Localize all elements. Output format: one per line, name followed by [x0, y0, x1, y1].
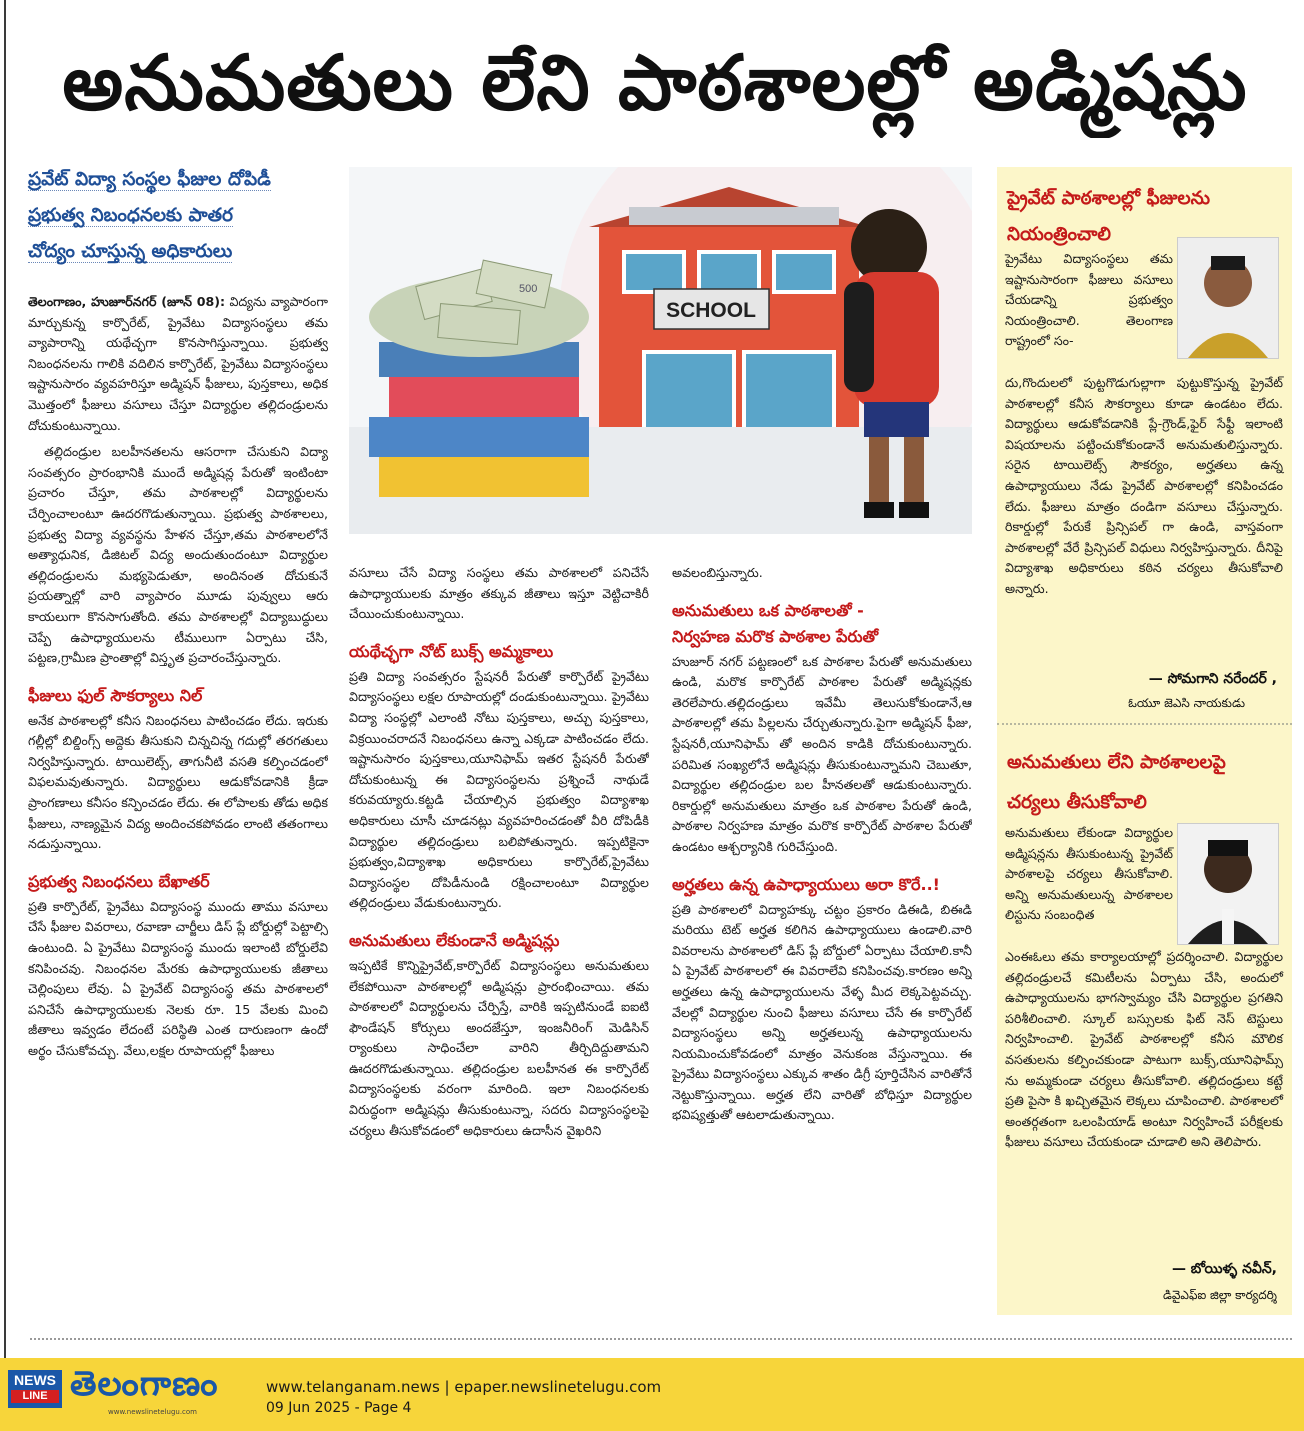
sidebar-1-signature: — సోమగాని నరేందర్ ,: [1148, 671, 1277, 687]
dateline: తెలంగాణం, హుజూర్‌నగర్ (జూన్ 08):: [28, 294, 226, 309]
subhead-qualified-teachers: అర్హతలు ఉన్న ఉపాధ్యాయులు అరా కొరే..!: [672, 874, 940, 894]
col3-paragraph-2: హుజూర్ నగర్ పట్టణంలో ఒక పాఠశాల పేరుతో అనుమతులు ఉండి, మరొక కార్పొరేట్ పాఠశాల పేరుతో అడ్మిషన్లకు తెరలేపారు.తల్లిదండ్రులు ఇవేమీ తెలుసుకోకుండానే,ఆ పాఠశాలల్లో తమ పిల్లలను చేర్చుతున్నారు.పైగా అడ్మిషన్ ఫీజు, స్టేషనరీ,యూనిఫామ్ తో అందిన కాడికి దోచుకుంటున్నారు. పరిమిత సంఖ్యలోనే అడ్మిషన్లు తీసుకుంటున్నామని చెబుతూ, విద్యార్థుల తల్లిదండ్రుల బల హీనతలతో ఆడుకుంటున్నారు. రికార్డుల్లో అనుమతులు మాత్రం ఒక పాఠశాల పేరుతో ఉండి, పాఠశాల నిర్వహణ మాత్రం మరొక కార్పొరేట్ పాఠశాల పేరుతో ఉండటం ఆశ్చర్యానికి గురిచేస్తుంది.: [672, 653, 972, 854]
portrait-somagani-narender: [1177, 237, 1279, 359]
article-column-3: [672, 563, 972, 1333]
footer-date-page: 09 Jun 2025 - Page 4: [266, 1400, 412, 1416]
newsline-logo-bottom: LINE: [11, 1390, 59, 1403]
opinion-sidebar: [997, 167, 1292, 1315]
sidebar-2-heading-1: అనుమతులు లేని పాఠశాలలపై: [1007, 752, 1226, 773]
col2-paragraph-3: ఇప్పటికే కొన్నిప్రైవేట్,కార్పొరేట్ విద్యాసంస్థలు అనుమతులు లేకపోయినా పాఠశాలల్లో అడ్మిషన్లు ప్రారంభించాయి. తమ పాఠశాలలో విద్యార్థులను చేర్పిస్తే, వారికి ఇప్పటినుండే ఐఐటి ఫౌండేషన్ కోర్సులు అందజేస్తూ, ఇంజనీరింగ్ మెడిసిన్ ర్యాంకులు సాధించేలా వారిని తీర్చిదిద్దుతామని ఊదరగొడుతున్నాయి. తల్లిదండ్రుల బలహీనత ఈ కార్పొరేట్ విద్యాసంస్థలకు వరంగా మారింది. ఇలా నిబంధనలకు విరుద్ధంగా అడ్మిషన్లు తీసుకుంటున్నా, సదరు విద్యాసంస్థలపై చర్యలు తీసుకోవడంలో అధికారులు ఉదాసీన వైఖరిని: [349, 957, 649, 1138]
subhead-management-other-school: నిర్వహణ మరొక పాఠశాల పేరుతో: [672, 626, 879, 646]
sidebar-2-signature: — బోయిళ్ళ నవీన్,: [1171, 1261, 1277, 1277]
sidebar-1-designation: ఓయూ జెఎసి నాయకుడు: [1128, 696, 1245, 710]
article-deck: [28, 162, 328, 270]
col1-paragraph-4: ప్రతి కార్పొరేట్, ప్రైవేటు విద్యాసంస్థ ముందు తాము వసూలు చేసే ఫీజుల వివరాలు, రవాణా చార్జీలు డిస్ ప్లే బోర్డుల్లో పెట్టాల్సి ఉంటుంది. ఏ ప్రైవేటు విద్యాసంస్థ ముందు ఇలాంటి బోర్డులేవి కనిపించవు. నిబంధనల మేరకు ఉపాధ్యాయులకు జీతాలు చెల్లింపులు లేవు. ఏ ప్రైవేట్ విద్యాసంస్థ తమ పాఠశాలలో పనిచేసే ఉపాధ్యాయులకు నెలకు రూ. 15 వేలకు మించి జీతాలు ఇవ్వడం లేదంటే పరిస్థితి ఎంత దారుణంగా ఉందో అర్థం చేసుకోవచ్చు. వేలు,లక్షల రూపాయల్లో ఫీజులు: [28, 898, 328, 1058]
sidebar-1-text-top: ప్రైవేటు విద్యాసంస్థలు తమ ఇష్టానుసారంగా ఫీజులు వసూలు చేయడాన్ని ప్రభుత్వం నియంత్రించాలి. తెలంగాణ రాష్ట్రంలో సం-: [1005, 251, 1173, 349]
col2-paragraph-1: వసూలు చేసే విద్యా సంస్థలు తమ పాఠశాలలో పనిచేసే ఉపాధ్యాయులకు మాత్రం తక్కువ జీతాలు ఇస్తూ వెట్టిచాకిరీ చేయించుకుంటున్నాయి.: [349, 565, 649, 622]
col2-paragraph-2: ప్రతి విద్యా సంవత్సరం స్టేషనరీ పేరుతో కార్పొరేట్ ప్రైవేటు విద్యాసంస్థలు లక్షల రూపాయల్లో దండుకుంటున్నాయి. ప్రైవేటు విద్యా సంస్థల్లో ఎలాంటి నోటు పుస్తకాలు, అచ్చు పుస్తకాలు, విక్రయించరాదనే నిబంధనలు ఉన్నా ఎక్కడా పాటించడం లేదు. ఇష్టానుసారం పుస్తకాలు,యూనిఫామ్ ఇతర స్టేషనరీ పేరుతో దోచుకుంటున్న ఈ విద్యాసంస్థలను ప్రశ్నించే నాథుడే కరువయ్యారు.కట్టడి చేయాల్సిన ప్రభుత్వం విద్యాశాఖ అధికారులు చూసీ చూడనట్లు వ్యవహరించడంతో వీరి దోపిడీకి విద్యార్థుల తల్లిదండ్రులు బలిపోతున్నారు. ఇప్పటికైనా ప్రభుత్వం,విద్యాశాఖ అధికారులు కార్పొరేట్,ప్రైవేటు విద్యాసంస్థల దోపిడీనుండి రక్షించాలంటూ విద్యార్థుల తల్లిదండ్రులు వేడుకుంటున్నారు.: [349, 668, 649, 911]
currency-note-label: 500: [519, 283, 538, 295]
sidebar-1-text: దు,గొందులలో పుట్టగొడుగుల్లాగా పుట్టుకొస్తున్న ప్రైవేట్ పాఠశాలల్లో కనీస సౌకర్యాలు కూడా ఉండటం లేదు. విద్యార్థులు ఆడుకోవడానికి ప్లే-గ్రౌండ్,ఫైర్ సేఫ్టీ ఇలాంటి విషయాలను పట్టించుకోకుండానే అనుమతులిస్తున్నారు. సరైన టాయిలెట్స్ సౌకర్యం, అర్హతలు ఉన్న ఉపాధ్యాయులు నేడు ప్రైవేట్ పాఠశాలల్లో కనిపించడం లేదు. ఫీజులు మాత్రం దండిగా వసూలు చేస్తున్నారు. రికార్డుల్లో పేరుకే ప్రిన్సిపల్ గా ఉండి, వాస్తవంగా పాఠశాలల్లో వేరే ప్రిన్సిపల్ విధులు నిర్వహిస్తున్నారు. దీనిపై విద్యాశాఖ అధికారులు కఠిన చర్యలు తీసుకోవాలి అన్నారు.: [1005, 375, 1283, 596]
sidebar-divider: [997, 723, 1292, 725]
article-column-2: [349, 563, 649, 1333]
col3-paragraph-3: ప్రతి పాఠశాలలో విద్యాహక్కు చట్టం ప్రకారం డిఈడి, బిఈడి మరియు టెట్ అర్హత కలిగిన ఉపాధ్యాయులు ఉండాలి.వారి వివరాలను పాఠశాలలో డిస్ ప్లే బోర్డులో ఏర్పాటు చేయాలి.కానీ ఏ ప్రైవేట్ పాఠశాలలో ఈ వివరాలేవి కనిపించవు.కారణం అన్ని అర్హతలు ఉన్న ఉపాధ్యాయులను వేళ్ళ మీద లెక్కపెట్టవచ్చు. వేలల్లో విద్యార్థుల నుంచి ఫీజులు వసూలు చేసే ఈ కార్పొరేట్ విద్యాసంస్థలు అన్ని అర్హతలున్న ఉపాధ్యాయులను నియమించుకోవడంలో మాత్రం వెనుకంజ వేస్తున్నాయి. ఈ ప్రైవేటు విద్యాసంస్థలు ఎక్కువ శాతం డిగ్రీ పూర్తిచేసిన వారితోనే నెట్టుకొస్తున్నాయి. అర్హత లేని వారితో బోధిస్తూ విద్యార్థుల భవిష్యత్తుతో ఆటలాడుతున్నాయి.: [672, 901, 972, 1123]
sidebar-1-heading-2: నియంత్రించాలి: [1007, 224, 1111, 245]
school-sign: SCHOOL: [666, 299, 756, 322]
subhead-govt-rules: ప్రభుత్వ నిబంధనలు బేఖాతర్: [28, 871, 210, 891]
subhead-fees-full: ఫీజులు ఫుల్ సౌకర్యాలు నిల్: [28, 685, 203, 705]
col3-paragraph-1: అవలంబిస్తున్నారు.: [672, 565, 763, 580]
col1-paragraph-2: తల్లిదండ్రుల బలహీనతలను ఆసరాగా చేసుకుని విద్యా సంవత్సరం ప్రారంభానికి ముందే అడ్మిషన్ల పేరుతో ఇంటింటా ప్రచారం చేస్తూ, తమ పాఠశాలల్లో విద్యార్థులను చేర్పించాలంటూ ఊదరగొడుతున్నాయి. ప్రభుత్వ పాఠశాలలు, ప్రభుత్వ విద్యా వ్యవస్థను హేళన చేస్తూ,తమ పాఠశాలలోనే అత్యాధునిక, డిజిటల్ విద్య అందుతుందంటూ విద్యార్థుల తల్లిదండ్రులను మభ్యపెడుతూ, అందినంత దోచుకునే ప్రయత్నాల్లో వారి వ్యాపారం మూడు పువ్వులు ఆరు కాయలుగా కొనసాగుతోంది. తమ పాఠశాలల్లో విద్యాబుద్ధులు చెప్పే ఉపాధ్యాయులను టీములుగా ఏర్పాటు చేసి, పట్టణ,గ్రామీణ ప్రాంతాల్లో విస్తృత ప్రచారంచేస్తున్నారు.: [28, 444, 328, 666]
logo-website: www.newslinetelugu.com: [108, 1408, 197, 1416]
subhead-notebook-sales: యథేచ్ఛగా నోట్ బుక్స్ అమ్మకాలు: [349, 641, 554, 661]
col1-paragraph-1: విద్యను వ్యాపారంగా మార్చుకున్న కార్పొరేట్, ప్రైవేటు విద్యాసంస్థలు తమ వ్యాపారాన్ని యథేచ్ఛగా కొనసాగిస్తున్నాయి. ప్రభుత్వ నిబంధనలను గాలికి వదిలిన కార్పొరేట్, ప్రైవేటు విద్యాసంస్థలు ఇష్టానుసారం వ్యవహరిస్తూ అడ్మిషన్ ఫీజులు, పుస్తకాలు, అధిక మొత్తంలో ఫీజులు వసూలు చేస్తూ విద్యార్థుల తల్లిదండ్రులను దోచుకుంటున్నాయి.: [28, 294, 328, 433]
sidebar-2-text-top: అనుమతులు లేకుండా విద్యార్థుల అడ్మిషన్లను తీసుకుంటున్న ప్రైవేట్ పాఠశాలపై చర్యలు తీసుకోవాలి. అన్ని అనుమతులున్న పాఠశాలల లిస్టును సంబంధిత: [1005, 825, 1173, 923]
sidebar-1-heading-1: ప్రైవేట్ పాఠశాలల్లో ఫీజులను: [1007, 188, 1211, 209]
deck-line-3: చోద్యం చూస్తున్న అధికారులు: [28, 241, 233, 262]
footer-bar: [0, 1358, 1304, 1431]
sidebar-2-text: ఎంఈఓలు తమ కార్యాలయాల్లో ప్రదర్శించాలి. విద్యార్థుల తల్లిదండ్రులచే కమిటీలను ఏర్పాటు చేసి, అందులో ఉపాధ్యాయులను భాగస్వామ్యం చేసి విద్యార్థుల ప్రగతిని పరిశీలించాలి. స్కూల్ బస్సులకు ఫిట్ నెస్ టెస్టులు నిర్వహించాలి. ప్రైవేట్ పాఠశాలల్లో కనీస మౌలిక వసతులను కల్పించకుండా పాటుగా బుక్స్,యూనిఫామ్స్ ను అమ్మకుండా చర్యలు తీసుకోవాలి. తల్లిదండ్రులు కట్టే ప్రతి పైసా కి ఖచ్చితమైన లెక్కలు చూపించాలి. పాఠశాలలో అంతర్గతంగా ఒలంపియాడ్ అంటూ నిర్వహించే పరీక్షలకు ఫీజులు వసూలు చేయకుండా చూడాలి అని తెలిపారు.: [1005, 949, 1283, 1150]
newsline-logo[interactable]: [8, 1370, 62, 1408]
page-headline: అనుమతులు లేని పాఠశాలల్లో అడ్మిషన్లు: [62, 38, 1248, 127]
deck-line-2: ప్రభుత్వ నిబంధనలకు పాతర: [28, 205, 233, 226]
sidebar-2-heading-2: చర్యలు తీసుకోవాలి: [1007, 792, 1147, 813]
portrait-boyilla-naveen: [1177, 823, 1279, 945]
school-money-books-image: [349, 167, 972, 534]
left-margin-rule: [4, 0, 6, 1360]
footer-urls[interactable]: www.telanganam.news | epaper.newslinetelugu.com: [266, 1378, 662, 1396]
sidebar-2-designation: డివైఎఫ్ఐ జిల్లా కార్యదర్శి: [1163, 1288, 1277, 1302]
school-illustration: [349, 167, 972, 534]
col1-paragraph-3: అనేక పాఠశాలల్లో కనీస నిబంధనలు పాటించడం లేదు. ఇరుకు గల్లీల్లో బిల్డింగ్స్ అద్దెకు తీసుకుని చిన్నచిన్న గదుల్లో తరగతులు నిర్వహిస్తున్నారు. టాయిలెట్స్, తాగునీటి వసతి కల్పించడంలో విఫలమవుతున్నారు. విద్యార్థులు ఆడుకోవడానికి క్రీడా ప్రాంగణాలు కనీసం కన్పించడం లేదు. ఈ లోపాలకు తోడు అధిక ఫీజులు, నాణ్యమైన విద్య అందించకపోవడం లాంటి తతంగాలు నడుస్తున్నాయి.: [28, 712, 328, 852]
article-column-1: [28, 292, 328, 1332]
telanganam-logo[interactable]: తెలంగాణం: [70, 1364, 219, 1404]
subhead-admissions-without-permission: అనుమతులు లేకుండానే అడ్మిషన్లు: [349, 930, 560, 950]
newsline-logo-top: NEWS: [14, 1372, 56, 1388]
subhead-permission-one-school: అనుమతులు ఒక పాఠశాలతో -: [672, 600, 864, 620]
deck-line-1: ప్రవేట్ విద్యా సంస్థల ఫీజుల దోపిడీ: [28, 169, 271, 190]
bottom-divider: [30, 1338, 1292, 1340]
